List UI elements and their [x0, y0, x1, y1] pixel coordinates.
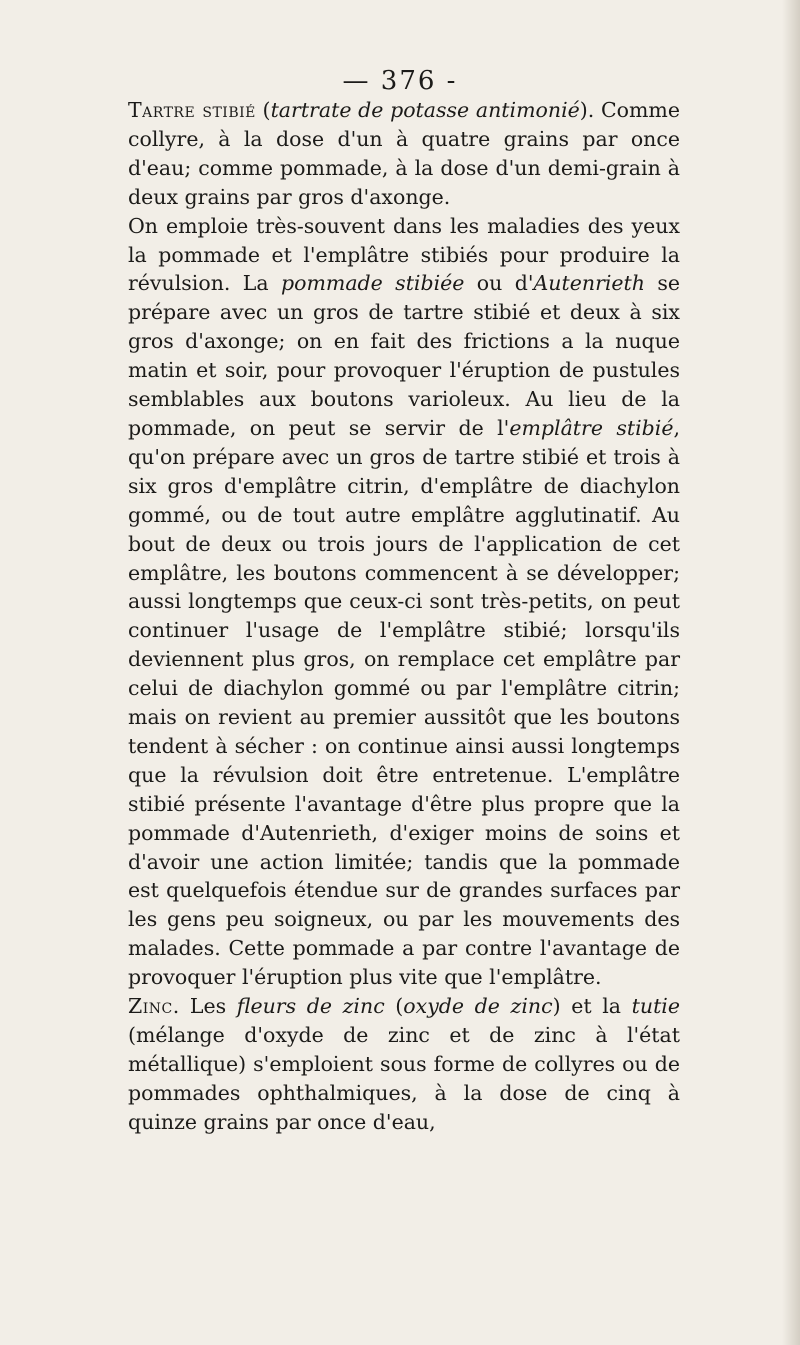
paragraph-tartre-stibie [128, 96, 680, 212]
italic-term: Autenrieth [533, 271, 645, 296]
text-run: , qu'on prépare avec un gros de tartre stibié et trois à six gros d'emplâtre citrin, d'emplâtre de diachylon gommé, ou de tout autre emplâtre agglutinatif. Au bout de deux ou trois jours de l'application de cet emplâtre, les boutons commencent à se développer; aussi longtemps que ceux-ci sont très-petits, on peut continuer l'usage de l'emplâtre stibié; lorsqu'ils deviennent plus gros, on remplace cet emplâtre par celui de diachylon gommé ou par l'emplâtre citrin; mais on revient au premier aussitôt que les boutons tendent à sécher : on continue ainsi aussi longtemps que la révulsion doit être entretenue. L'emplâtre stibié présente l'avantage d'être plus propre que la pommade d'Autenrieth, d'exiger moins de soins et d'avoir une action limitée; tandis que la pommade est quelquefois étendue sur de grandes surfaces par les gens peu soigneux, ou par les mouvements des malades. Cette pommade a par contre l'avantage de provoquer l'éruption plus vite que l'emplâtre. [128, 415, 680, 990]
italic-term: tutie [631, 994, 680, 1019]
italic-term: fleurs de zinc [236, 994, 385, 1019]
text-run: ). Comme collyre, à la dose d'un à quatre grains par once d'eau; comme pommade, à la dose d'un demi-grain à deux grains par gros d'axonge. [128, 98, 681, 209]
paragraph-pommade-emplatre [128, 212, 680, 992]
body-text [128, 96, 680, 1137]
italic-term: pommade stibiée [280, 271, 465, 296]
italic-term: emplâtre stibié [509, 415, 674, 440]
paragraph-zinc [128, 992, 680, 1137]
text-run: . Les [172, 994, 237, 1019]
text-run: (mélange d'oxyde de zinc et de zinc à l'état métallique) s'emploient sous forme de collyres ou de pommades ophthalmiques, à la dose de cinq à quinze grains par once d'eau, [128, 1023, 680, 1134]
italic-term: oxyde de zinc [403, 994, 553, 1019]
text-run: ( [384, 994, 404, 1019]
text-run: ( [255, 98, 271, 122]
text-run: On emploie très-souvent dans les maladies des yeux la pommade et l'emplâtre stibiés pour produire la révulsion. La [128, 213, 680, 296]
text-run: ) et la [552, 994, 632, 1019]
text-run: se prépare avec un gros de tartre stibié et deux à six gros d'axonge; on en fait des frictions a la nuque matin et soir, pour provoquer l'éruption de pustules semblables aux boutons varioleux. Au lieu de la pommade, on peut se servir de l' [128, 271, 681, 440]
italic-term: tartrate de potasse antimonié [270, 98, 580, 122]
page-number: — 376 - [342, 66, 458, 96]
entry-heading-tartre-stibie: Tartre stibié [128, 98, 256, 122]
page-edge-shadow [782, 0, 800, 1345]
text-run: ou d' [464, 271, 534, 296]
entry-heading-zinc: Zinc [128, 994, 173, 1019]
